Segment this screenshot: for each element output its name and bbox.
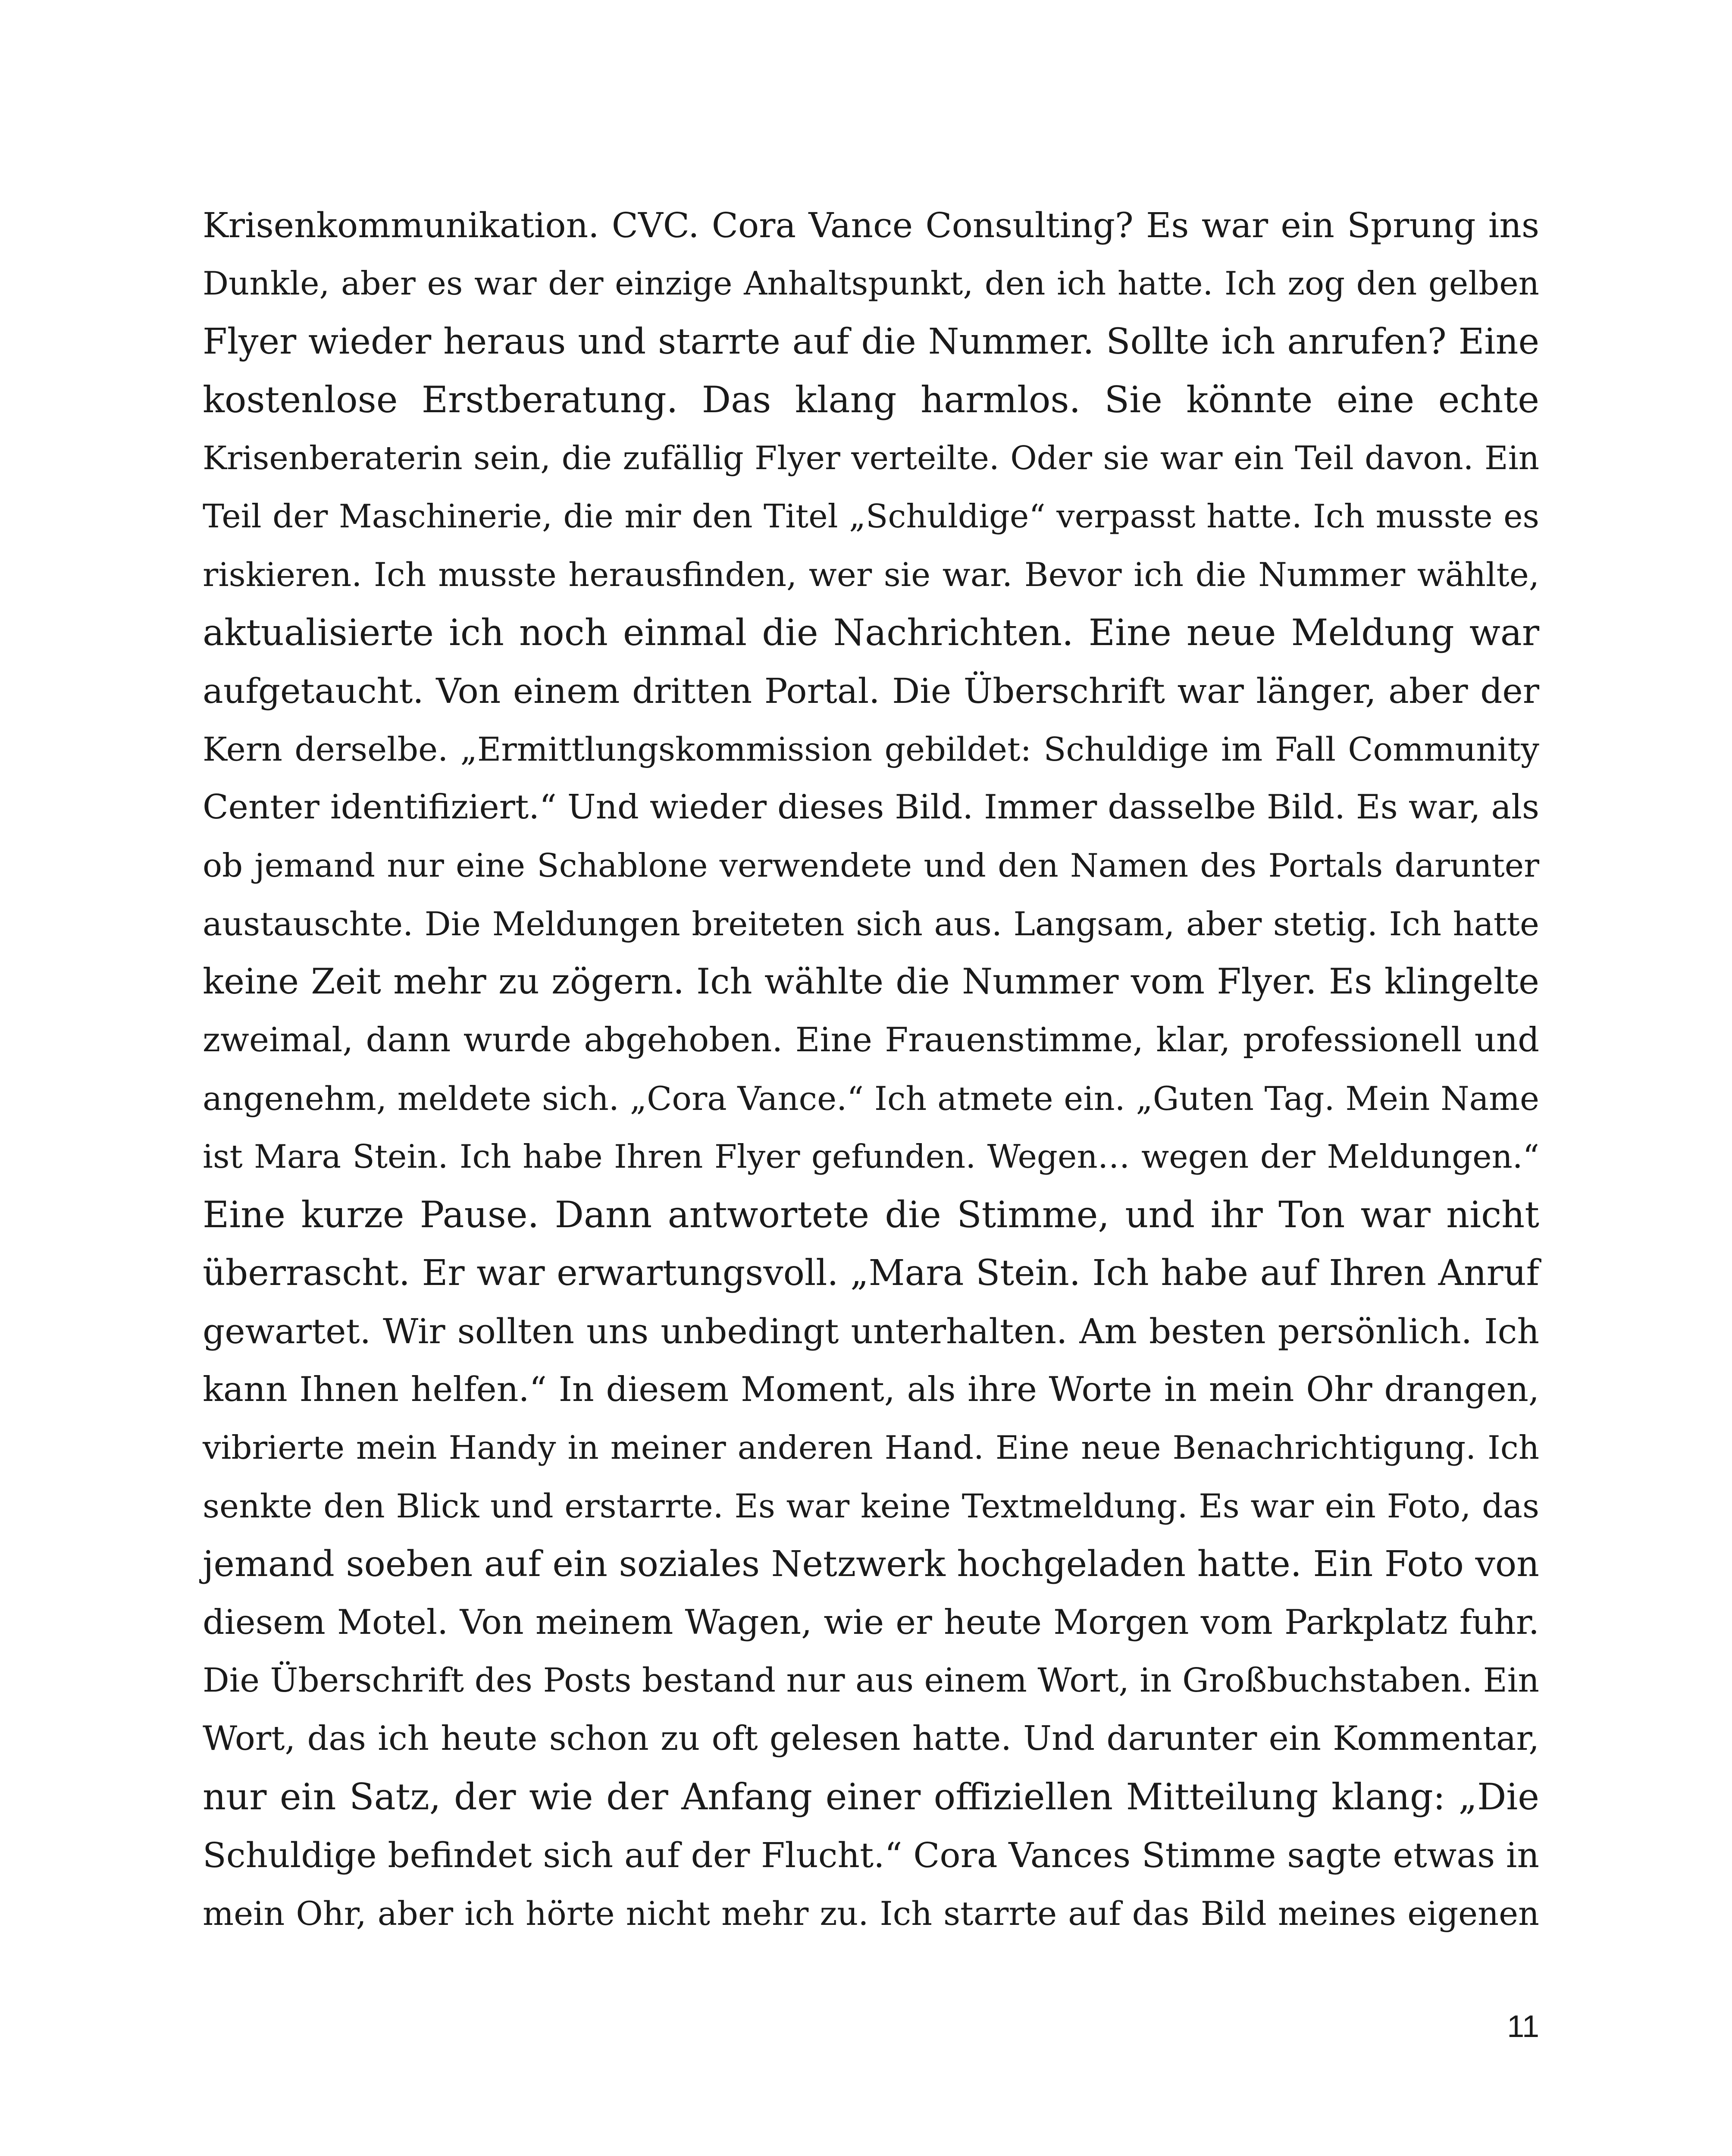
page-number: 11 xyxy=(1507,2009,1539,2044)
text-line: austauschte. Die Meldungen breiteten sich aus. Langsam, aber stetig. Ich hatte xyxy=(203,905,1539,943)
text-line: diesem Motel. Von meinem Wagen, wie er heute Morgen vom Parkplatz fuhr. xyxy=(203,1602,1539,1642)
text-line: senkte den Blick und erstarrte. Es war keine Textmeldung. Es war ein Foto, das xyxy=(203,1487,1539,1525)
text-line: ob jemand nur eine Schablone verwendete und den Namen des Portals darunter xyxy=(203,846,1539,884)
text-line: Kern derselbe. „Ermittlungskommission gebildet: Schuldige im Fall Community xyxy=(203,730,1539,768)
text-line: keine Zeit mehr zu zögern. Ich wählte die Nummer vom Flyer. Es klingelte xyxy=(203,962,1539,1002)
text-line: angenehm, meldete sich. „Cora Vance.“ Ich atmete ein. „Guten Tag. Mein Name xyxy=(203,1079,1539,1118)
text-line: jemand soeben auf ein soziales Netzwerk hochgeladen hatte. Ein Foto von xyxy=(203,1544,1539,1585)
text-line: aufgetaucht. Von einem dritten Portal. Die Überschrift war länger, aber der xyxy=(203,671,1539,711)
text-line: Teil der Maschinerie, die mir den Titel „Schuldige“ verpasst hatte. Ich musste es xyxy=(203,497,1539,535)
text-line: vibrierte mein Handy in meiner anderen Hand. Eine neue Benachrichtigung. Ich xyxy=(203,1429,1539,1467)
text-line: mein Ohr, aber ich hörte nicht mehr zu. Ich starrte auf das Bild meines eigenen xyxy=(203,1894,1539,1933)
text-line: Die Überschrift des Posts bestand nur aus einem Wort, in Großbuchstaben. Ein xyxy=(203,1661,1539,1700)
text-line: Schuldige befindet sich auf der Flucht.“ Cora Vances Stimme sagte etwas in xyxy=(203,1835,1539,1875)
text-line: zweimal, dann wurde abgehoben. Eine Frauenstimme, klar, professionell und xyxy=(203,1021,1539,1059)
text-line: Eine kurze Pause. Dann antwortete die Stimme, und ihr Ton war nicht xyxy=(203,1194,1539,1236)
text-line: kostenlose Erstberatung. Das klang harmlos. Sie könnte eine echte xyxy=(203,379,1539,421)
text-line: Center identifiziert.“ Und wieder dieses Bild. Immer dasselbe Bild. Es war, als xyxy=(203,788,1539,827)
text-line: überrascht. Er war erwartungsvoll. „Mara Stein. Ich habe auf Ihren Anruf xyxy=(203,1253,1539,1294)
text-line: Krisenberaterin sein, die zufällig Flyer verteilte. Oder sie war ein Teil davon. Ein xyxy=(203,439,1539,477)
text-line: Dunkle, aber es war der einzige Anhaltspunkt, den ich hatte. Ich zog den gelben xyxy=(203,264,1539,302)
text-line: Krisenkommunikation. CVC. Cora Vance Consulting? Es war ein Sprung ins xyxy=(203,205,1539,245)
text-line: nur ein Satz, der wie der Anfang einer offiziellen Mitteilung klang: „Die xyxy=(203,1776,1539,1818)
text-line: aktualisierte ich noch einmal die Nachrichten. Eine neue Meldung war xyxy=(203,611,1539,654)
text-line: riskieren. Ich musste herausfinden, wer sie war. Bevor ich die Nummer wählte, xyxy=(203,555,1539,594)
text-line: kann Ihnen helfen.“ In diesem Moment, als ihre Worte in mein Ohr drangen, xyxy=(203,1369,1539,1409)
text-line: ist Mara Stein. Ich habe Ihren Flyer gefunden. Wegen… wegen der Meldungen.“ xyxy=(203,1138,1539,1175)
text-line: Wort, das ich heute schon zu oft gelesen hatte. Und darunter ein Kommentar, xyxy=(203,1719,1539,1758)
body-text xyxy=(203,196,1539,1943)
text-line: gewartet. Wir sollten uns unbedingt unterhalten. Am besten persönlich. Ich xyxy=(203,1311,1539,1351)
text-line: Flyer wieder heraus und starrte auf die Nummer. Sollte ich anrufen? Eine xyxy=(203,321,1539,362)
